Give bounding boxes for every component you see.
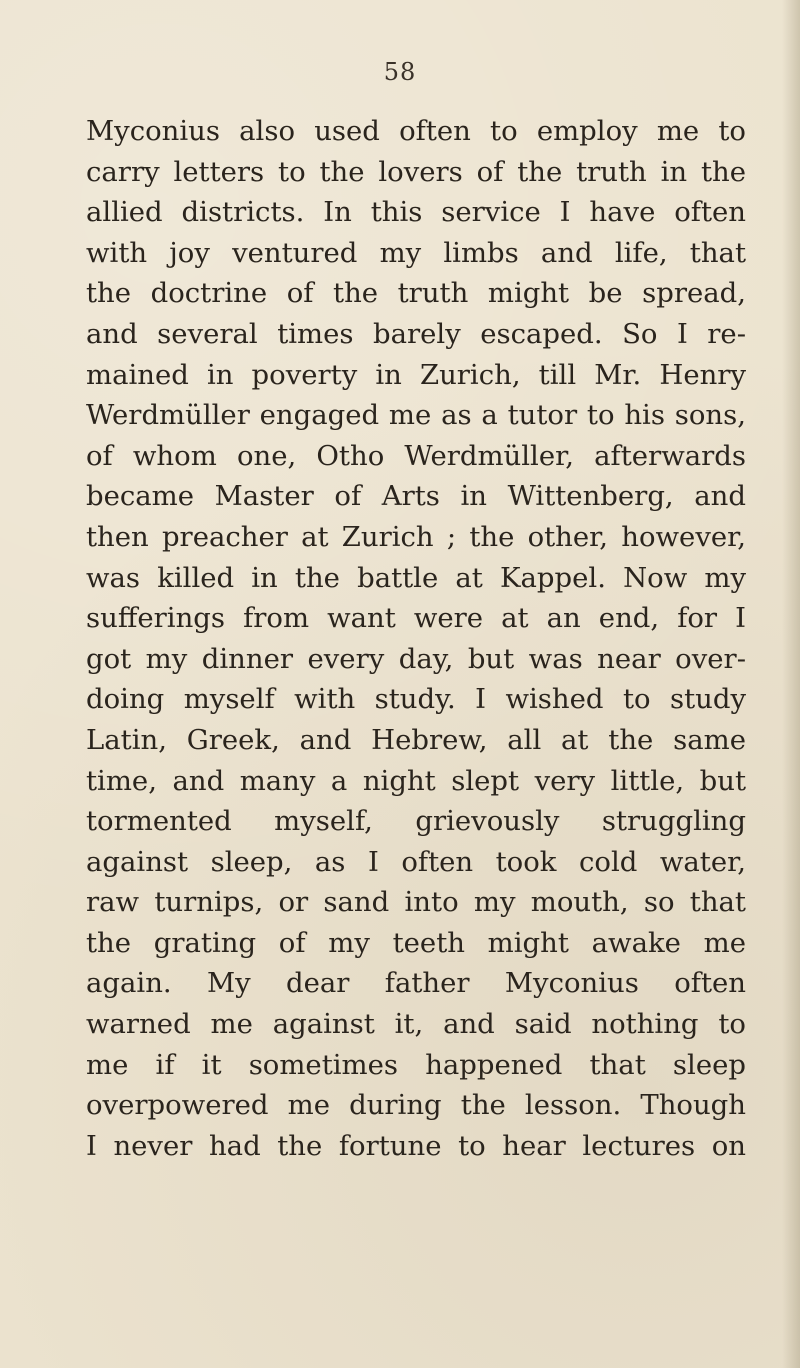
text-line: raw turnips, or sand into my mouth, so that [86, 886, 746, 919]
text-line: sufferings from want were at an end, for I [86, 602, 746, 635]
text-line: the doctrine of the truth might be spread, [86, 277, 746, 310]
text-line: then preacher at Zurich ; the other, however, [86, 520, 746, 553]
page-edge-shadow [782, 0, 800, 1368]
text-line: against sleep, as I often took cold water, [86, 845, 746, 878]
text-line: of whom one, Otho Werdmüller, afterwards [86, 439, 746, 472]
text-line: allied districts. In this service I have often [86, 196, 746, 229]
text-line: time, and many a night slept very little, but [86, 764, 746, 797]
text-line: and several times barely escaped. So I re- [86, 317, 746, 350]
text-line: Myconius also used often to employ me to [86, 115, 746, 147]
page-number: 58 [383, 58, 417, 86]
text-line: I never had the fortune to hear lectures on [86, 1129, 746, 1162]
text-line: became Master of Arts in Wittenberg, and [86, 480, 746, 513]
text-line: me if it sometimes happened that sleep [86, 1048, 746, 1081]
text-line: doing myself with study. I wished to study [86, 683, 746, 716]
text-line: again. My dear father Myconius often [86, 967, 746, 1000]
text-line: warned me against it, and said nothing to [86, 1008, 746, 1041]
text-line: got my dinner every day, but was near over- [86, 642, 746, 675]
text-line: tormented myself, grievously struggling [86, 805, 746, 838]
text-line: Werdmüller engaged me as a tutor to his sons, [86, 399, 746, 432]
text-line: Latin, Greek, and Hebrew, all at the same [86, 723, 746, 756]
text-line: carry letters to the lovers of the truth in the [86, 155, 746, 188]
text-line: mained in poverty in Zurich, till Mr. Henry [86, 358, 746, 391]
text-line: the grating of my teeth might awake me [86, 926, 746, 959]
text-line: with joy ventured my limbs and life, that [86, 236, 746, 269]
text-line: was killed in the battle at Kappel. Now my [86, 561, 746, 594]
body-text [86, 111, 746, 1166]
text-line: overpowered me during the lesson. Though [86, 1089, 746, 1122]
